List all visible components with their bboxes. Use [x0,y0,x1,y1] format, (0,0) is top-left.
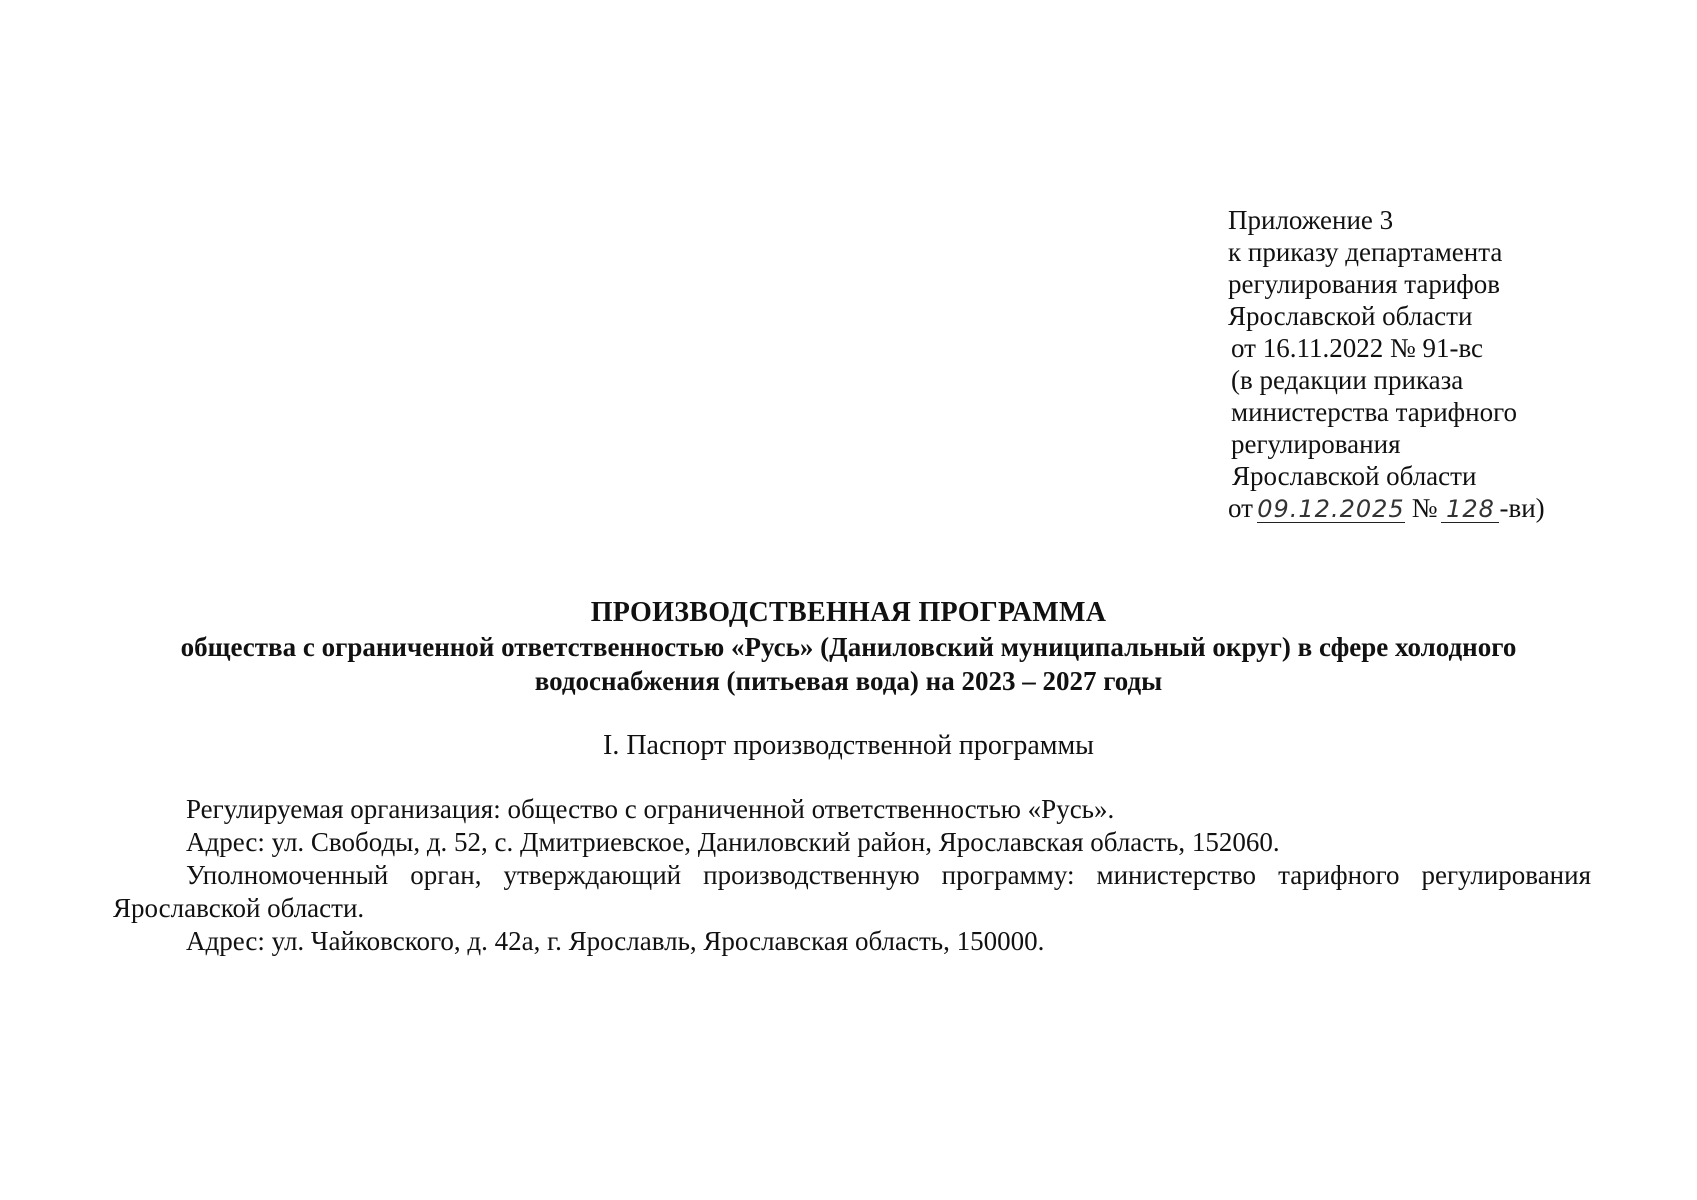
appendix-line-6: (в редакции приказа [1231,365,1464,395]
appendix-line-7: министерства тарифного [1231,397,1518,427]
appendix-line-5: от 16.11.2022 № 91-вс [1231,333,1484,363]
appendix-line-4: Ярославской области [1228,301,1473,331]
section-title: I. Паспорт производственной программы [603,730,1094,761]
appendix-block [1228,204,1545,524]
document-title: ПРОИЗВОДСТВЕННАЯ ПРОГРАММА [590,597,1107,628]
handwritten-date: 09.12.2025 [1257,495,1405,523]
appendix-line-2: к приказу департамента [1228,237,1503,267]
document-subtitle-line-2: водоснабжения (питьевая вода) на 2023 – 2027 годы [534,666,1163,696]
appendix-number-suffix: -ви) [1499,493,1545,523]
passport-body [113,793,1591,958]
appendix-line-1: Приложение 3 [1228,205,1394,235]
handwritten-number: 128 [1441,496,1499,523]
document-title-block [100,596,1597,698]
appendix-line-10 [1228,492,1545,524]
appendix-line-8: регулирования [1231,429,1401,459]
appendix-line-3: регулирования тарифов [1228,269,1501,299]
paragraph-organization: Регулируемая организация: общество с ограниченной ответственностью «Русь». [186,794,1115,824]
document-subtitle-line-1: общества с ограниченной ответственностью «Русь» (Даниловский муниципальный округ) в сфере холодного [180,632,1517,662]
appendix-line-9: Ярославской области [1232,461,1477,491]
paragraph-authority: Уполномоченный орган, утверждающий производственную программу: министерство тарифного регулирования Ярославской области. [113,860,1591,923]
appendix-number-sign: № [1411,493,1438,523]
appendix-date-prefix: от [1228,493,1253,523]
paragraph-authority-address: Адрес: ул. Чайковского, д. 42а, г. Ярославль, Ярославская область, 150000. [186,926,1045,956]
paragraph-organization-address: Адрес: ул. Свободы, д. 52, с. Дмитриевское, Даниловский район, Ярославская область, 152060. [186,827,1280,857]
